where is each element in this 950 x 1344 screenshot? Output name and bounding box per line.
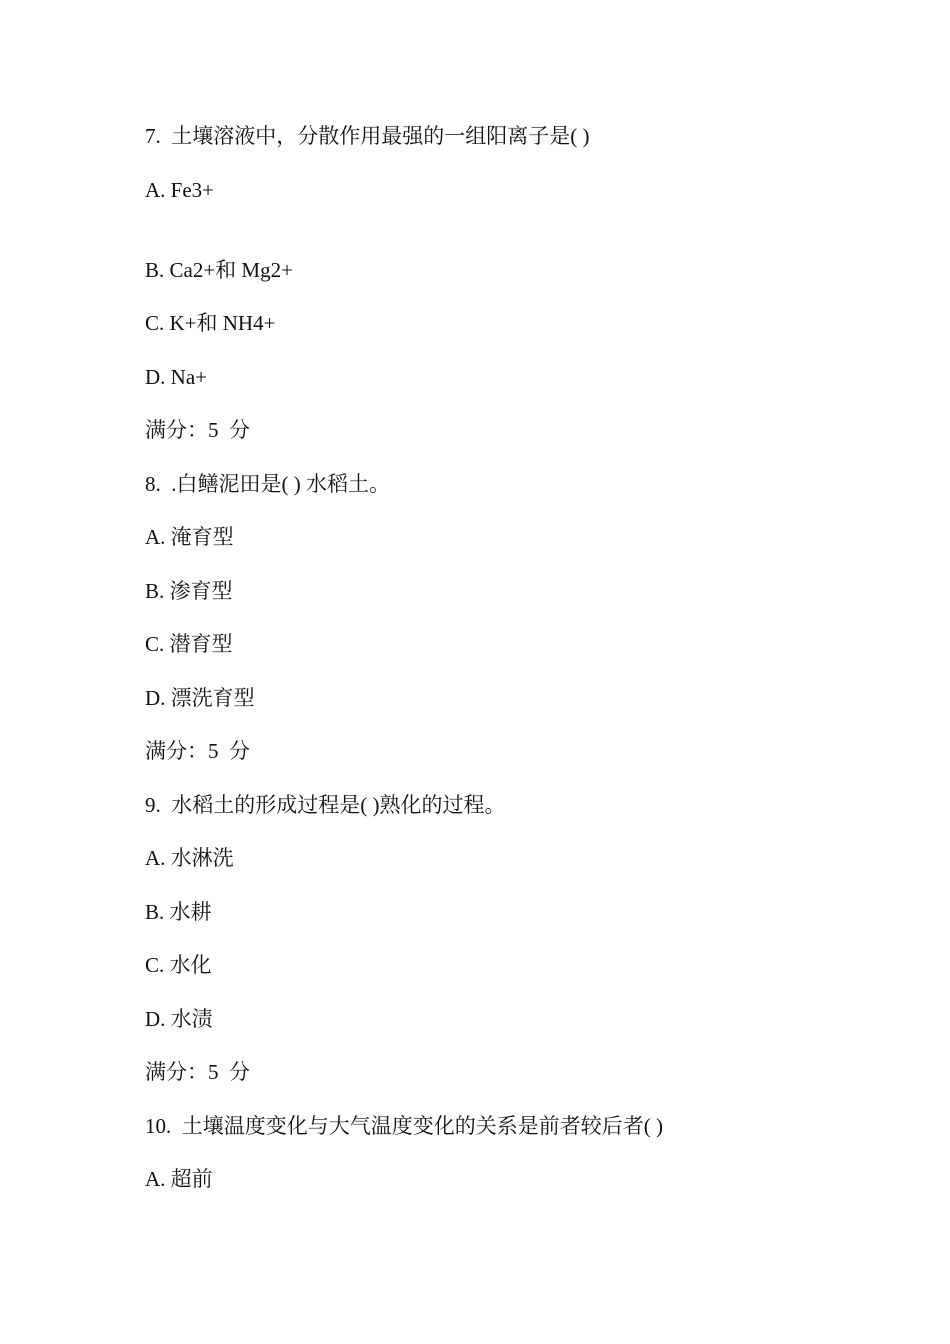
question-8-option-c: C. 潜育型 [145,632,233,656]
question-9-option-a: A. 水淋洗 [145,846,234,870]
question-9-score: 满分：5 分 [145,1060,250,1084]
question-8-score: 满分：5 分 [145,739,250,763]
question-8-option-b: B. 渗育型 [145,579,233,603]
question-7-option-c: C. K+和 NH4+ [145,311,276,335]
question-10-option-a: A. 超前 [145,1167,213,1191]
question-7-option-d: D. Na+ [145,365,207,389]
question-7-stem: 7. 土壤溶液中，分散作用最强的一组阳离子是( ) [145,124,590,148]
question-9-option-d: D. 水渍 [145,1007,213,1031]
question-9-option-c: C. 水化 [145,953,212,977]
question-10-stem: 10. 土壤温度变化与大气温度变化的关系是前者较后者( ) [145,1114,663,1138]
question-7-option-b: B. Ca2+和 Mg2+ [145,258,293,282]
question-9-option-b: B. 水耕 [145,900,212,924]
question-8-stem: 8. .白鳝泥田是( ) 水稻土。 [145,472,390,496]
question-7-option-a: A. Fe3+ [145,178,215,202]
question-8-option-d: D. 漂洗育型 [145,686,255,710]
question-7-score: 满分：5 分 [145,418,250,442]
question-9-stem: 9. 水稻土的形成过程是( )熟化的过程。 [145,793,506,817]
question-8-option-a: A. 淹育型 [145,525,234,549]
